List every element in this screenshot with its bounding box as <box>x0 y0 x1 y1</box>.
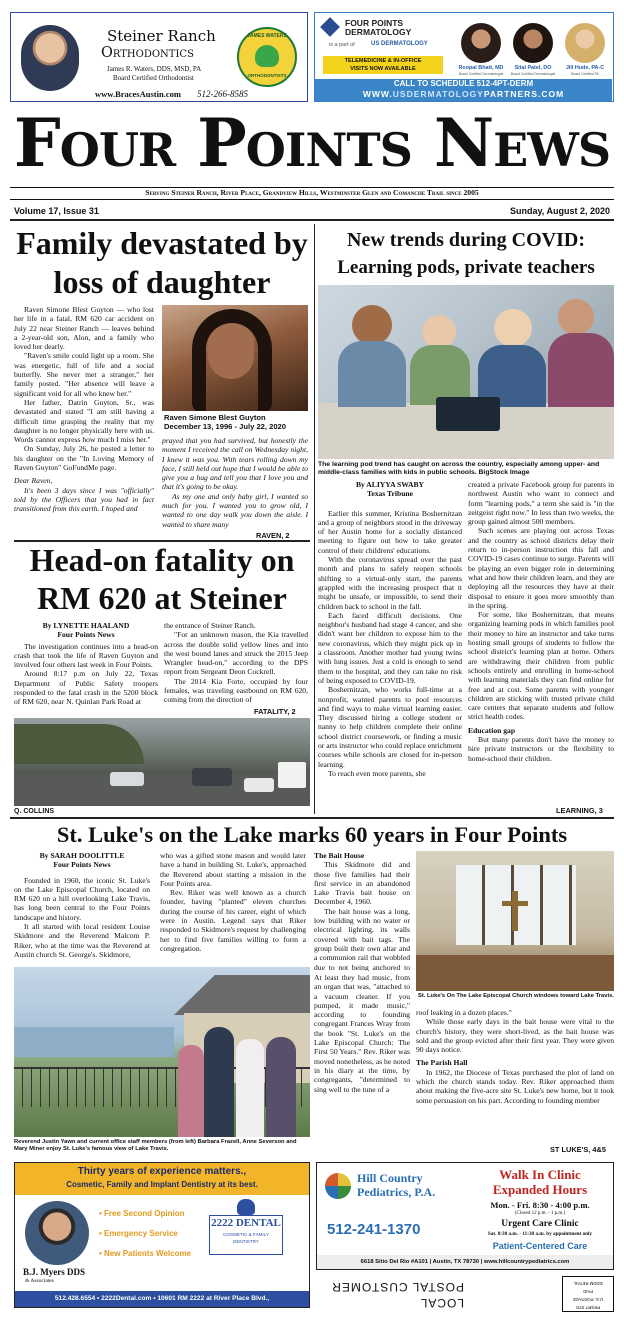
church-windows-caption: St. Luke's On The Lake Episcopal Church windows toward Lake Travis. <box>418 993 614 999</box>
story4-p3: who was a gifted stone mason and would later have a hand in building St. Luke's, approached the Reverend about starting a mission in the Four Points area. <box>160 851 306 888</box>
story3-p4: Boshernitzan, who works full-time at a nonprofit, wanted parents to pool resources and find ways to make virtual learning easier. They discussed hiring a college student or nanny to help children complete their online school district coursework, or finding a music or arts instructor who could replace enrichment courses while schools are closed for in-person learning. <box>318 685 462 769</box>
emergency-vehicle <box>278 762 306 788</box>
ortho-title: Board Certified Orthodontist <box>113 74 194 82</box>
story2-p5: The 2014 Kia Forte, occupied by four females, was traveling eastbound on RM 620, coming from the direction of <box>164 676 308 705</box>
story1-p3: Her father, Datrin Guyton, Sr., was devastated and stated "I am still having a difficult time grasping the reality that my daughter is no longer physically here with us. Words cannot express how much I miss her." <box>14 397 154 445</box>
pediatrics-urgent: Urgent Care Clinic <box>501 1219 579 1229</box>
story4-col2 <box>160 851 306 967</box>
derm-doctor-1-sub: Board Certified Dermatologist <box>458 72 504 76</box>
child-1 <box>352 305 392 345</box>
raven-photo-dates: December 13, 1996 - July 22, 2020 <box>164 422 287 431</box>
story4-p2: It all started with local resident Louise Skidmore and the Reverend Malcom P. Riker, who at the time was the Reverend at Austin church St. George's. Skidmore, <box>14 922 150 959</box>
derm-partner: US DERMATOLOGY <box>371 41 428 47</box>
derm-tele: TELEMEDICINE & IN-OFFICE <box>344 58 422 64</box>
derm-web-a: WWW. <box>362 89 393 99</box>
pediatrics-address[interactable]: 6618 Sitio Del Rio #A101 | Austin, TX 78730 | www.hillcountrypediatrics.com <box>317 1255 613 1269</box>
derm-visits: VISITS NOW AVAILABLE <box>350 66 416 72</box>
pediatrics-name-box <box>357 1171 461 1203</box>
child-4-body <box>548 333 614 407</box>
derm-web-d: .COM <box>537 89 565 99</box>
raven-photo-name: Raven Simone Blest Guyton <box>164 413 266 422</box>
story3-headline1[interactable]: New trends during COVID: <box>347 229 585 251</box>
pediatrics-hours-note: (Closed 12 p.m. - 1 p.m.) <box>514 1211 566 1216</box>
cross-icon <box>512 891 518 931</box>
derm-brand2: DERMATOLOGY <box>345 27 412 37</box>
dental-doctor-photo <box>25 1201 89 1265</box>
pediatrics-logo-icon <box>325 1173 351 1199</box>
ortho-phone[interactable]: 512-266-8585 <box>197 89 248 99</box>
derm-telemedicine-banner <box>323 56 443 74</box>
staff-lake-caption: Reverend Justin Yawn and current office staff members (from left) Barbara Frazell, Anne Severson and Mary Miner enjoy St. Luke's famous view of Lake Travis. <box>14 1139 297 1153</box>
building-roof <box>174 975 310 1015</box>
learning-pod-photo <box>318 285 614 459</box>
story2-jump[interactable]: FATALITY, 2 <box>254 707 296 716</box>
permit-4: EDDM RETAIL <box>573 1281 603 1286</box>
story4-col1 <box>14 851 150 967</box>
story2-p3: the entrance of Steiner Ranch. <box>164 621 256 630</box>
masthead-title: Four Points News <box>13 104 611 182</box>
story4-jump[interactable]: ST LUKE'S, 4&5 <box>550 1145 606 1154</box>
story1-p2: "Raven's smile could light up a room. She was energetic, full of life and a social butterfly. She never met a stranger," her family posted. "Her absence will leave a significant void for all who knew her." <box>14 351 154 398</box>
pediatrics-hours: Mon. - Fri. 8:30 - 4:00 p.m. <box>490 1200 590 1210</box>
vehicle-2 <box>192 768 232 786</box>
dental-header <box>15 1163 309 1195</box>
derm-brand1: FOUR POINTS <box>345 18 404 28</box>
story2-col2 <box>164 621 308 709</box>
mailing-label <box>318 1274 614 1314</box>
dental-ad[interactable] <box>14 1162 310 1308</box>
story2-outlet: Four Points News <box>57 630 115 640</box>
issue-date: Sunday, August 2, 2020 <box>509 206 610 216</box>
volume-issue: Volume 17, Issue 31 <box>14 206 99 216</box>
person-4 <box>266 1037 296 1137</box>
dental-footer[interactable]: 512.428.6554 • 2222Dental.com • 10601 RM 2222 at River Place Blvd., <box>15 1291 309 1307</box>
story4-p5: This Skidmore did and those five families had their first service in an abandoned Lake Travis bait house on December 4, 1960. <box>314 860 410 907</box>
derm-doctor-1-photo <box>461 23 501 63</box>
dental-bullet-2: • Emergency Service <box>99 1229 178 1238</box>
ortho-name2: Orthodontics <box>101 45 194 61</box>
person-1 <box>178 1045 204 1137</box>
pediatrics-phone[interactable]: 512-241-1370 <box>327 1221 421 1238</box>
story2-p1: The investigation continues into a head-on crash that took the life of Raven Guyton and involved four others last week in Four Points. <box>14 641 158 670</box>
person-3 <box>236 1039 264 1137</box>
story3-p9: But many parents don't have the money to hire private instructors or the flexibility to home-school their children. <box>468 735 614 763</box>
trees <box>14 724 144 764</box>
story2-p4: "For an unknown reason, the Kia travelled across the double solid yellow lines and into the west bound lanes and struck the 2015 Jeep Wrangler head-on," according to the DPS report from Sergeant Deon Cockrell. <box>164 630 308 677</box>
masthead-tagline: Serving Steiner Ranch, River Place, Grandview Hills, Westminster Glen and Comanche Trail since 2005 <box>145 188 479 197</box>
permit-2: U.S. POSTAGE <box>572 1297 604 1302</box>
derm-part-of: is a part of <box>329 42 355 48</box>
derm-web[interactable] <box>315 89 612 100</box>
mailing-line1: LOCAL <box>419 1296 464 1310</box>
story4-p1: Founded in 1960, the iconic St. Luke's on the Lake Episcopal Church, located on RM 620 on a hill overlooking Lake Travis, has long been central to the Four Points landscape and history. <box>14 875 150 922</box>
story4-col3b <box>314 973 410 1153</box>
derm-doctor-3-sub: Board Certified PA <box>571 72 599 76</box>
person-2 <box>204 1027 234 1137</box>
tablet <box>436 397 500 431</box>
masthead-rule <box>10 219 614 221</box>
story4-sub2: The Parish Hall <box>416 1058 468 1068</box>
pediatrics-name1: Hill Country <box>357 1171 423 1185</box>
staff-lake-photo <box>14 967 310 1137</box>
child-4 <box>558 299 594 335</box>
story2-byline: By LYNETTE HAALAND <box>42 621 130 630</box>
frog-icon <box>255 45 279 67</box>
story1-p6: It's been 3 days since I was "officially" told by the Officers that you had in fact transitioned from this earth. I hoped and <box>14 485 154 514</box>
church-windows-photo <box>416 851 614 991</box>
dental-logo-b: COSMETIC & FAMILY <box>223 1232 269 1237</box>
doctor-photo <box>21 25 79 91</box>
ortho-website[interactable]: www.BracesAustin.com <box>95 89 181 99</box>
story4-p9: While those early days in the bait house were vital to the church's history, they were short-lived, as the bait house was sold and the group evicted after their first year. They were given 90 days notice. <box>416 1017 614 1055</box>
story4-sub1: The Bait House <box>314 851 365 860</box>
story1-p4: On Sunday, July 26, he posted a letter to his daughter on the "In Loving Memory of Raven Guyton" GoFundMe page. <box>14 444 154 473</box>
story3-outlet: Texas Tribune <box>366 489 414 499</box>
pediatrics-sat: Sat. 8:30 a.m. - 11:30 a.m. by appointment only <box>487 1231 593 1237</box>
dental-bullet-1: • Free Second Opinion <box>99 1209 185 1218</box>
story3-sub: Education gap <box>468 725 516 735</box>
cross-bar <box>502 901 528 906</box>
story4-byline: By SARAH DOOLITTLE <box>39 851 125 860</box>
tagline-bar <box>10 187 614 200</box>
dental-bullet-3: • New Patients Welcome <box>99 1249 192 1258</box>
story4-p8: roof leaking in a dozen places." <box>416 1008 512 1017</box>
story2-headline[interactable]: Head-on fatality on RM 620 at Steiner <box>29 542 295 616</box>
permit-box <box>562 1276 614 1312</box>
vehicle-3 <box>244 778 274 792</box>
ortho-doctor: James R. Waters, DDS, MSD, PA <box>107 65 202 73</box>
dental-sub: Cosmetic, Family and Implant Dentistry at its best. <box>66 1180 258 1189</box>
mailing-line2: POSTAL CUSTOMER <box>331 1280 464 1294</box>
story1-p8: As my one and only baby girl, I wanted so much for you. I wanted you to grow old, I wanted to one day walk you down the aisle. I wanted to share many <box>162 491 308 529</box>
story3-p3: Each faced difficult decisions. One neighbor's husband had stage 4 cancer, and she didn't want her children to expose him to the new coronavirus, which they might pick up in a classroom. Another mother had young twins with lung issues. Just a cold is enough to send them to the hospital, and they can take no risk of being exposed to COVID-19. <box>318 610 462 685</box>
dental-logo-box <box>209 1215 283 1255</box>
pediatrics-ad[interactable] <box>316 1162 614 1270</box>
story3-p7: Such scenes are playing out across Texas and the country as school districts delay their return to in-person instruction this fall and COVID-19 cases continue to surge. Parents will be playing an even bigger role in determining what and how their children learn, and they are deploying all the resources they have at their disposal to ensure it goes more smoothly than in the spring. <box>468 526 614 610</box>
dental-doctor-name: B.J. Myers DDS <box>23 1267 85 1277</box>
raven-photo <box>162 305 308 411</box>
child-2 <box>422 315 456 349</box>
story3-byline: By ALIYYA SWABY <box>355 480 425 489</box>
story1-col1 <box>14 305 154 533</box>
story4-col4 <box>416 1008 614 1153</box>
crash-scene-photo <box>14 718 310 806</box>
crash-photo-credit: Q. COLLINS <box>14 808 55 815</box>
story4-headline[interactable]: St. Luke's on the Lake marks 60 years in Four Points <box>56 822 568 847</box>
pediatrics-walkin1: Walk In Clinic <box>499 1167 581 1182</box>
raven-hair <box>192 309 272 411</box>
derm-doctor-3-photo <box>565 23 605 63</box>
story3-jump[interactable]: LEARNING, 3 <box>556 806 603 815</box>
story3-p8: For some, like Boshernitzan, that means organizing learning pods in which families pool their money to hire an instructor and take turns hosting small groups of students to follow the school district's learning plan at home. Others are withdrawing their children from public schools entirely and enrolling in home-school with learning materials they can find online for free and at cost. Some parents with younger children are sticking with trusted private child care centers that separate students and follow strict health codes. <box>468 610 614 722</box>
badge-bottom-text: ORTHODONTISTS <box>247 73 287 78</box>
derm-web-b: USDERMATOLOGY <box>392 89 484 99</box>
column-divider <box>314 224 315 814</box>
tooth-icon <box>237 1199 255 1215</box>
child-3 <box>494 309 532 347</box>
dental-associates: & Associates <box>25 1278 54 1284</box>
derm-doctor-2-sub: Board Certified Dermatologist <box>510 72 556 76</box>
story1-headline[interactable]: Family devastated by loss of daughter <box>16 225 308 300</box>
orthodontics-ad[interactable] <box>10 12 308 102</box>
story2-p2: Around 8:17 p.m on July 22, Texas Department of Public Safety troopers responded to the fatal crash in the 5200 block of RM 620, near N. Quinlan Park Road at <box>14 669 158 707</box>
learning-pod-caption: The learning pod trend has caught on across the country, especially among upper- and middle-class families with kids in public schools. BigStock Image <box>318 461 600 477</box>
story3-p6: created a private Facebook group for parents in northwest Austin who want to connect and form "learning pods," a term she said is "in the zeitgeist right now." In less than two weeks, the group gained almost 500 members. <box>468 480 614 527</box>
story1-p7: prayed that you had survived, but honestly the moment I received the call on Wednesday night, I knew it was you. With tears rolling down my face, I still held out hope that I would be able to give you a hug and tell you that I love you and that it's going to be okay. <box>162 436 308 492</box>
story4-p7: At least they had music, from an organ that was, "attached to a vacuum cleaner. If you pumped, it made music," according to founding congregant Frances Wray from the book "St. Luke's on the Lake Episcopal Church: The First 50 Years." Rev. Riker was moved nonetheless, as he noted in his diary at the time, by congregants, "determined to sing well to the tune of a <box>314 973 410 1094</box>
frog-logo <box>237 27 297 87</box>
story2-col1 <box>14 621 158 709</box>
dental-bullet-3-text: New Patients Welcome <box>104 1249 192 1258</box>
dental-headline: Thirty years of experience matters., <box>77 1166 247 1177</box>
story1-jump[interactable]: RAVEN, 2 <box>256 531 290 540</box>
derm-doctor-1-name: Roopal Bhatt, MD <box>458 65 504 71</box>
story1-col2 <box>162 436 308 533</box>
story3-col2 <box>468 480 614 810</box>
story4-p4: Rev. Riker was well known as a church founder, having "planted" eleven churches during the course of his career, eight of which were in Austin. Legend says that Riker responded to Skidmore's request by challenging her to find five families willing to form a congregation. <box>160 888 306 953</box>
badge-top-text: JAMES WATERS <box>247 33 287 39</box>
story4-col3 <box>314 851 410 971</box>
pediatrics-name2: Pediatrics, P.A. <box>357 1185 436 1199</box>
vehicle-1 <box>110 772 144 786</box>
derm-doctor-2-photo <box>513 23 553 63</box>
permit-3: PAID <box>583 1289 593 1294</box>
story3-headline2[interactable]: Learning pods, private teachers <box>337 257 595 278</box>
ortho-name: Steiner Ranch <box>107 27 216 45</box>
dental-logo-c: DENTISTRY <box>233 1239 259 1244</box>
dental-bullet-2-text: Emergency Service <box>104 1229 178 1238</box>
story1-p5: Dear Raven, <box>14 476 53 486</box>
permit-1: PRSRT STD <box>575 1305 601 1310</box>
dermatology-ad[interactable] <box>314 12 614 102</box>
derm-call: CALL TO SCHEDULE 512-4PT-DERM <box>393 79 534 88</box>
child-1-body <box>338 341 406 407</box>
dental-bullet-1-text: Free Second Opinion <box>104 1209 185 1218</box>
story3-p1: Earlier this summer, Kristina Boshernitzan and a group of neighbors stood in the driveway of her Austin home for a socially distanced meeting to figure out how to take greater control of their childrens' educations. <box>318 508 462 555</box>
derm-call-bar[interactable] <box>315 79 612 101</box>
section-rule <box>10 817 614 819</box>
story3-p2: With the coronavirus spread over the past month and plans to safely reopen schools shifting to a virtual-only start, the parents grappled with the increasing prospect that it might be unsafe, or impossible, to send their children back to school in the fall. <box>318 555 462 611</box>
story3-p5: To reach even more parents, she <box>328 768 426 778</box>
lake <box>14 1027 174 1057</box>
dental-logo-a: 2222 DENTAL <box>211 1217 281 1229</box>
derm-logo-icon <box>320 17 340 37</box>
child-2-body <box>410 345 470 405</box>
derm-doctor-3-name: Jill Hude, PA-C <box>565 65 605 71</box>
story4-outlet: Four Points News <box>53 860 111 870</box>
altar <box>416 955 614 991</box>
pediatrics-tagline: Patient-Centered Care <box>492 1241 588 1251</box>
derm-doctor-2-name: Sital Patel, DO <box>514 65 552 71</box>
story4-p10: In 1962, the Diocese of Texas purchased the plot of land on which the church stands today. Rev. Riker approached them about making the five-acre site St. Luke's new home, but it took some persuasion on his part. According to founding member <box>416 1067 614 1105</box>
story3-col1 <box>318 480 462 810</box>
derm-web-c: PARTNERS <box>483 89 538 99</box>
pediatrics-walkin2: Expanded Hours <box>492 1182 588 1197</box>
story4-p6: The bait house was a long, low building with no water or electrical lighting, its walls covered with bait tags. The group built their own altar and a communion rail that wobbled due to not being anchored to <box>314 906 410 971</box>
story1-p1: Raven Simone Blest Guyton — who lost her life in a fatal, RM 620 car accident on July 22 near Steiner Ranch — leaves behind a 2-year-old son, Alon, and a family who loved her dearly. <box>14 305 154 352</box>
